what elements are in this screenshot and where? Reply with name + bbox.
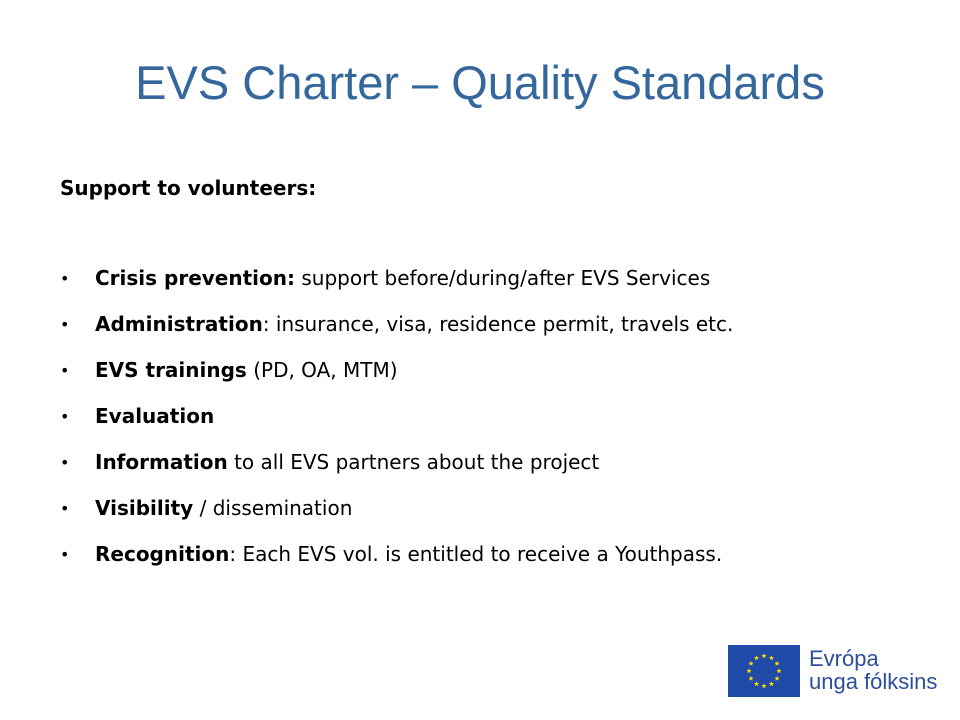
bullet-text: to all EVS partners about the project	[227, 450, 600, 474]
bullet-information	[60, 442, 940, 488]
bullet-evaluation	[60, 396, 940, 442]
bullet-text: : insurance, visa, residence permit, travels etc.	[262, 312, 734, 336]
eu-star-icon	[748, 661, 753, 666]
eu-wordmark-line1: Evrópa	[809, 646, 879, 671]
eu-star-icon	[754, 655, 759, 660]
eu-star-icon	[769, 655, 774, 660]
eu-star-icon	[748, 676, 753, 681]
bullet-administration	[60, 304, 940, 350]
bullet-dot-icon: •	[60, 315, 70, 334]
bullet-bold-text: EVS trainings	[95, 358, 247, 382]
bullet-list	[60, 258, 940, 580]
subheading: Support to volunteers:	[60, 176, 317, 200]
bullet-dot-icon: •	[60, 545, 70, 564]
bullet-bold-text: Recognition	[95, 542, 230, 566]
bullet-text: (PD, OA, MTM)	[246, 358, 398, 382]
bullet-dot-icon: •	[60, 453, 70, 472]
bullet-crisis-prevention	[60, 258, 940, 304]
bullet-bold-text: Visibility	[95, 496, 194, 520]
bullet-evs-trainings	[60, 350, 940, 396]
eu-star-icon	[774, 676, 779, 681]
eu-star-icon	[761, 683, 766, 688]
eu-wordmark	[809, 647, 937, 693]
bullet-bold-text: Evaluation	[95, 404, 215, 428]
eu-flag-stars	[728, 645, 800, 697]
eu-star-icon	[761, 653, 766, 658]
eu-star-icon	[776, 668, 781, 673]
bullet-text: : Each EVS vol. is entitled to receive a Youthpass.	[229, 542, 723, 566]
bullet-bold-text: Information	[95, 450, 228, 474]
eu-wordmark-line2: unga fólksins	[809, 669, 938, 694]
eu-star-icon	[754, 681, 759, 686]
eu-logo	[728, 645, 943, 697]
bullet-dot-icon: •	[60, 361, 70, 380]
bullet-dot-icon: •	[60, 407, 70, 426]
bullet-bold-text: Crisis prevention:	[95, 266, 295, 290]
slide-title: EVS Charter – Quality Standards	[135, 56, 825, 109]
eu-star-icon	[746, 668, 751, 673]
eu-star-icon	[774, 661, 779, 666]
bullet-bold-text: Administration	[95, 312, 263, 336]
bullet-visibility	[60, 488, 940, 534]
bullet-recognition	[60, 534, 940, 580]
eu-star-icon	[769, 681, 774, 686]
eu-flag-icon	[728, 645, 800, 697]
bullet-dot-icon: •	[60, 269, 70, 288]
bullet-text: support before/during/after EVS Services	[295, 266, 711, 290]
bullet-dot-icon: •	[60, 499, 70, 518]
bullet-text: / dissemination	[193, 496, 353, 520]
